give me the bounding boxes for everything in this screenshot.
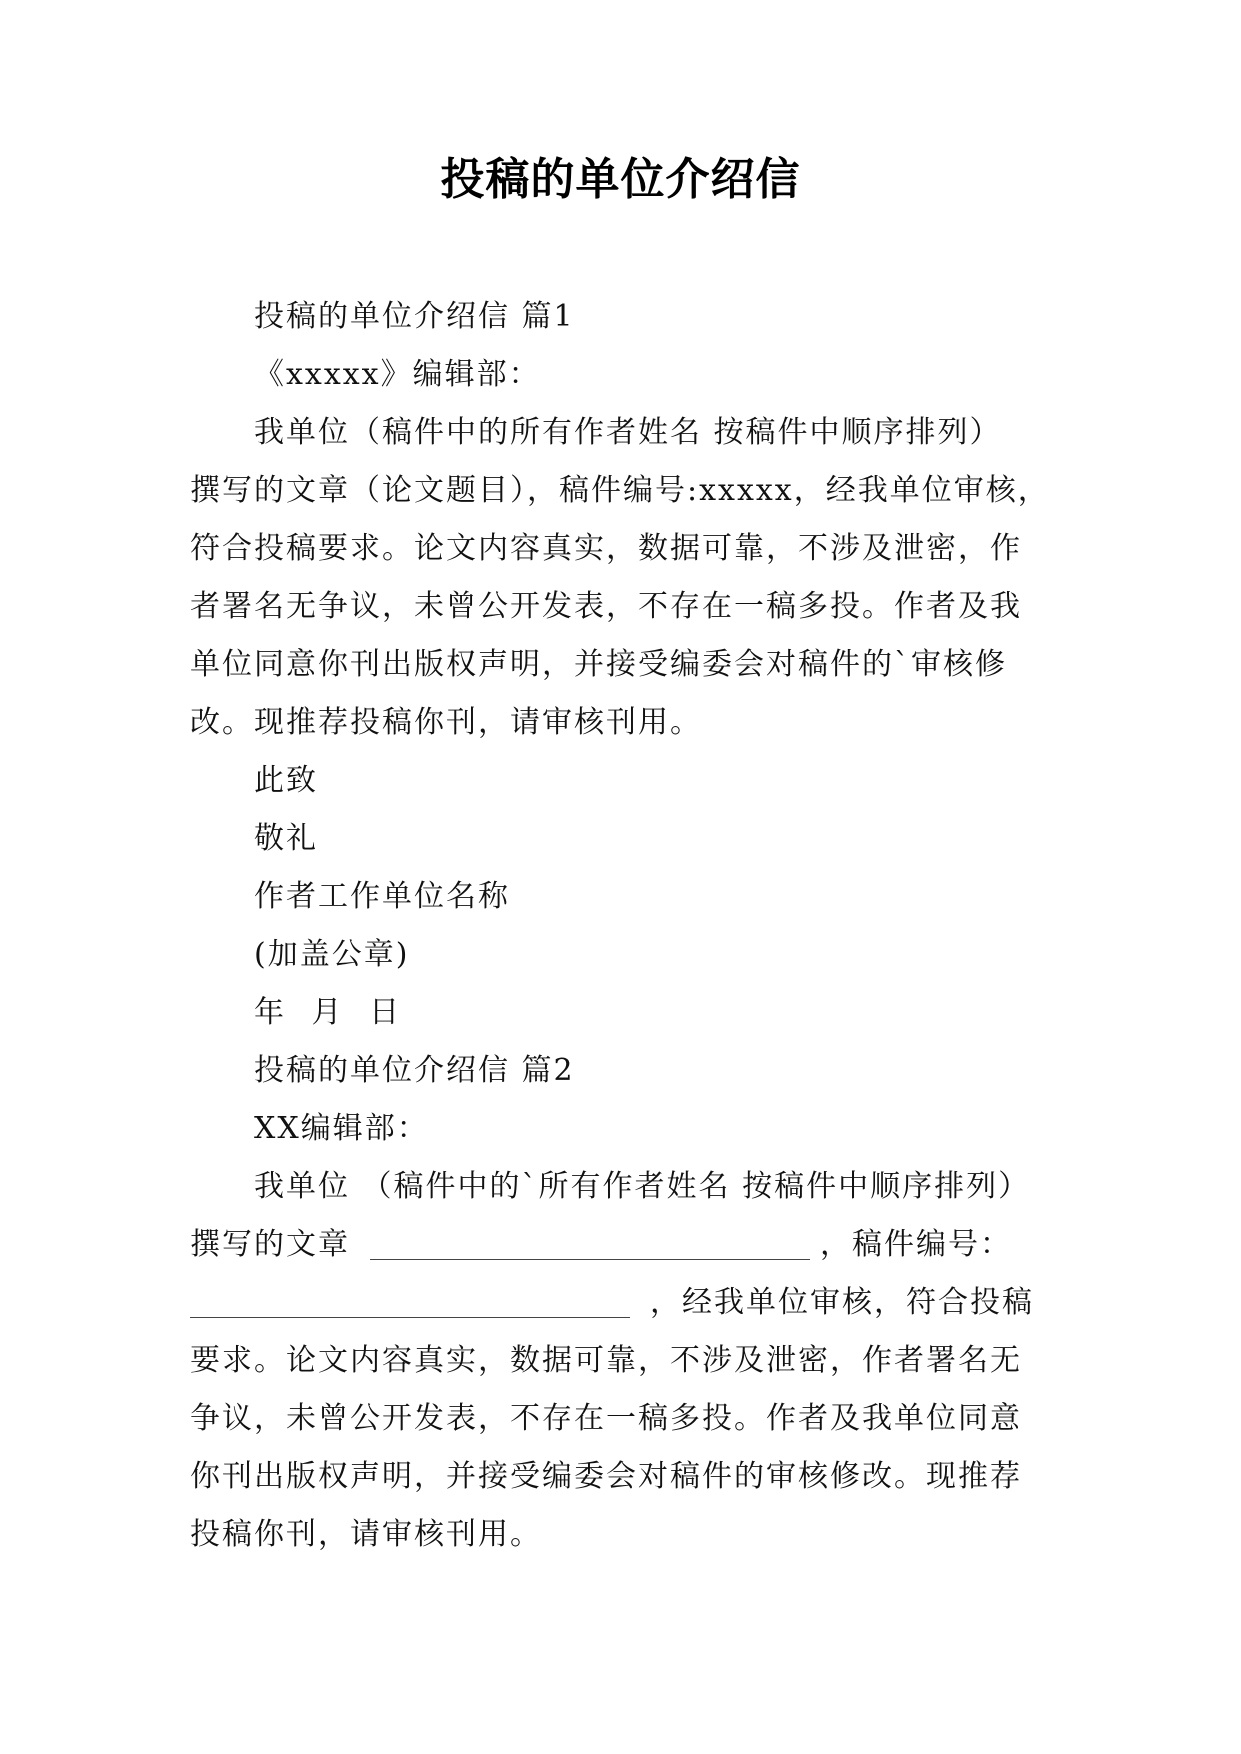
manuscript-number-blank-line xyxy=(190,1287,630,1318)
section2-heading: 投稿的单位介绍信 篇2 xyxy=(254,1053,575,1088)
section2-line2-end: ，稿件编号： xyxy=(820,1227,1012,1262)
section1-paragraph-line: 符合投稿要求。论文内容真实，数据可靠，不涉及泄密，作 xyxy=(190,531,1022,566)
section2-paragraph-line: 争议，未曾公开发表，不存在一稿多投。作者及我单位同意 xyxy=(190,1401,1022,1436)
section1-seal-note: (加盖公章) xyxy=(254,937,410,972)
section2-salutation: XX编辑部： xyxy=(254,1111,429,1146)
section2-paragraph-line xyxy=(190,1216,1050,1274)
section1-closing: 此致 xyxy=(254,763,318,798)
title-blank-line xyxy=(370,1229,810,1260)
section1-paragraph-line: 单位同意你刊出版权声明，并接受编委会对稿件的`审核修 xyxy=(190,647,1007,682)
section2-line3-end: ，经我单位审核，符合投稿 xyxy=(650,1285,1034,1320)
section1-heading: 投稿的单位介绍信 篇1 xyxy=(254,299,575,334)
section2-paragraph-line: 你刊出版权声明，并接受编委会对稿件的审核修改。现推荐 xyxy=(190,1459,1022,1494)
section1-paragraph-line: 撰写的文章（论文题目），稿件编号:xxxxx，经我单位审核， xyxy=(190,473,1050,508)
section1-closing-regards: 敬礼 xyxy=(254,821,318,856)
document-body xyxy=(190,288,1050,1564)
document-title: 投稿的单位介绍信 xyxy=(440,154,801,205)
section1-signature: 作者工作单位名称 xyxy=(254,879,510,914)
section1-date: 年 月 日 xyxy=(254,995,402,1030)
section2-paragraph-line: 我单位 （稿件中的`所有作者姓名 按稿件中顺序排列） xyxy=(254,1169,1031,1204)
section2-paragraph-line: 投稿你刊，请审核刊用。 xyxy=(190,1517,542,1552)
section2-paragraph-line: 要求。论文内容真实，数据可靠，不涉及泄密，作者署名无 xyxy=(190,1343,1022,1378)
section2-line2-start: 撰写的文章 xyxy=(190,1227,350,1262)
section2-paragraph-line xyxy=(190,1274,1050,1332)
section1-salutation: 《xxxxx》编辑部： xyxy=(254,357,541,392)
section1-paragraph-line: 者署名无争议，未曾公开发表，不存在一稿多投。作者及我 xyxy=(190,589,1022,624)
section1-paragraph-line: 我单位（稿件中的所有作者姓名 按稿件中顺序排列） xyxy=(254,415,1002,450)
section1-paragraph-line: 改。现推荐投稿你刊，请审核刊用。 xyxy=(190,705,702,740)
